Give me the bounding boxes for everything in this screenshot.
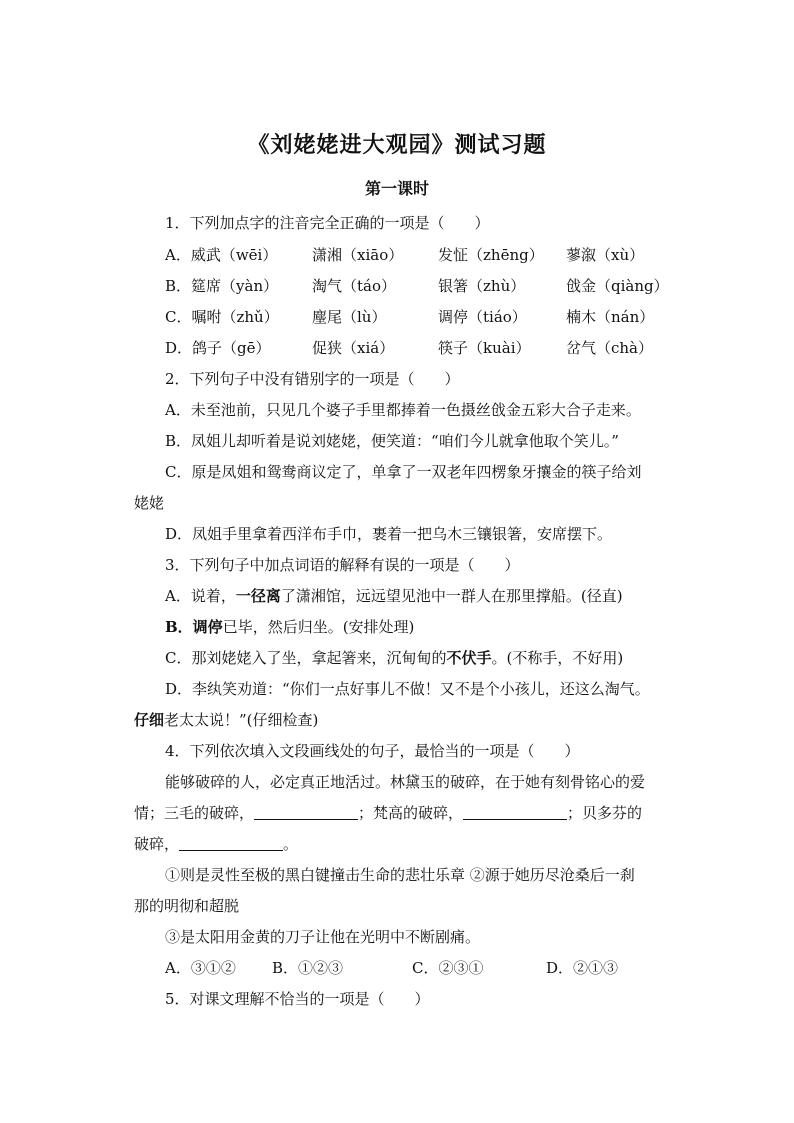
q3-a-rest: 了潇湘馆，远远望见池中一群人在那里撑船。(径直)	[280, 587, 623, 605]
q3-option-a	[165, 586, 623, 606]
q4-p2-part2: ；梵高的破碎，	[358, 804, 464, 822]
q4-options-line3: ③是太阳用金黄的刀子让他在光明中不断剧痛。	[165, 928, 481, 946]
q3-d-keyword: 仔细	[134, 711, 165, 729]
q4-p3-part2: 。	[283, 835, 299, 853]
fill-blank-1	[254, 805, 358, 820]
q4-choice-b: B．①②③	[272, 959, 344, 977]
q1-option-d-2: 促狭（xiá）	[312, 339, 395, 357]
q1-option-d-1: D．鸽子（gē）	[165, 339, 271, 357]
q1-option-b-3: 银箸（zhù）	[438, 277, 526, 295]
q3-option-d-line1: D．李纨笑劝道：“你们一点好事儿不做！又不是个小孩儿，还这么淘气。	[165, 680, 650, 698]
q3-b-rest: 已毕，然后归坐。(安排处理)	[222, 618, 415, 636]
q1-option-a-3: 发怔（zhēng）	[438, 246, 544, 264]
q1-option-a-1: A．威武（wēi）	[165, 246, 278, 264]
q1-option-a-2: 潇湘（xiāo）	[312, 246, 404, 264]
q2-option-a: A．未至池前，只见几个婆子手里都捧着一色摄丝戗金五彩大合子走来。	[165, 401, 641, 419]
q3-option-c	[165, 648, 623, 668]
q3-b-keyword: B．调停	[165, 618, 223, 636]
q4-p2-part1: 情；三毛的破碎，	[134, 804, 255, 822]
q2-option-d: D．凤姐手里拿着西洋布手巾，裹着一把乌木三镶银箸，安席摆下。	[165, 525, 613, 543]
question-4-stem: 4．下列依次填入文段画线处的句子，最恰当的一项是（ ）	[165, 742, 580, 760]
q3-c-prefix: C．那刘姥姥入了坐，拿起箸来，沉甸甸的	[165, 649, 447, 667]
q1-option-c-4: 楠木（nán）	[566, 308, 655, 326]
q4-choice-d: D．②①③	[546, 959, 619, 977]
question-3-stem: 3．下列句子中加点词语的解释有误的一项是（ ）	[165, 556, 520, 574]
q3-a-keyword: 一径离	[235, 587, 281, 605]
q4-p3-part1: 破碎，	[134, 835, 180, 853]
q3-a-prefix: A．说着，	[165, 587, 236, 605]
q4-p2-part3: ；贝多芬的	[567, 804, 643, 822]
q3-c-rest: 。(不称手，不好用)	[491, 649, 624, 667]
q4-choice-a: A．③①②	[165, 959, 236, 977]
q2-option-c-line2: 姥姥	[134, 494, 165, 512]
q3-d-rest: 老太太说！”(仔细检查)	[164, 711, 319, 729]
question-2-stem: 2．下列句子中没有错别字的一项是（ ）	[165, 370, 460, 388]
q2-option-c-line1: C．原是凤姐和鸳鸯商议定了，单拿了一双老年四楞象牙攘金的筷子给刘	[165, 463, 642, 481]
q2-option-b: B．凤姐儿却听着是说刘姥姥，便笑道：“咱们今儿就拿他取个笑儿。”	[165, 432, 619, 450]
question-1-stem: 1．下列加点字的注音完全正确的一项是（ ）	[165, 214, 490, 232]
q4-passage-line3	[134, 834, 298, 854]
q1-option-b-2: 淘气（táo）	[312, 277, 397, 295]
q1-option-c-1: C．嘱咐（zhǔ）	[165, 308, 279, 326]
q3-option-d-line2	[134, 710, 318, 730]
q1-option-d-4: 岔气（chà）	[566, 339, 654, 357]
q1-option-c-3: 调停（tiáo）	[438, 308, 527, 326]
q1-option-d-3: 筷子（kuài）	[438, 339, 531, 357]
q4-passage-line2	[134, 803, 642, 823]
q3-option-b	[165, 617, 414, 637]
section-subtitle: 第一课时	[364, 179, 429, 198]
fill-blank-3	[179, 836, 283, 851]
q3-c-keyword: 不伏手	[446, 649, 492, 667]
q1-option-b-4: 戗金（qiàng）	[566, 277, 669, 295]
q1-option-c-2: 麈尾（lù）	[312, 308, 387, 326]
question-5-stem: 5．对课文理解不恰当的一项是（ ）	[165, 990, 430, 1008]
q1-option-b-1: B．筵席（yàn）	[165, 277, 279, 295]
fill-blank-2	[463, 805, 567, 820]
q4-choice-c: C．②③①	[412, 959, 484, 977]
q1-option-a-4: 蓼溆（xù）	[566, 246, 645, 264]
q4-options-line2: 那的明彻和超脱	[134, 897, 240, 915]
page-title: 《刘姥姥进大观园》测试习题	[247, 132, 547, 158]
q4-options-line1: ①则是灵性至极的黑白键撞击生命的悲壮乐章 ②源于她历尽沧桑后一刹	[165, 866, 635, 884]
q4-passage-line1: 能够破碎的人，必定真正地活过。林黛玉的破碎，在于她有刻骨铭心的爱	[165, 773, 646, 791]
